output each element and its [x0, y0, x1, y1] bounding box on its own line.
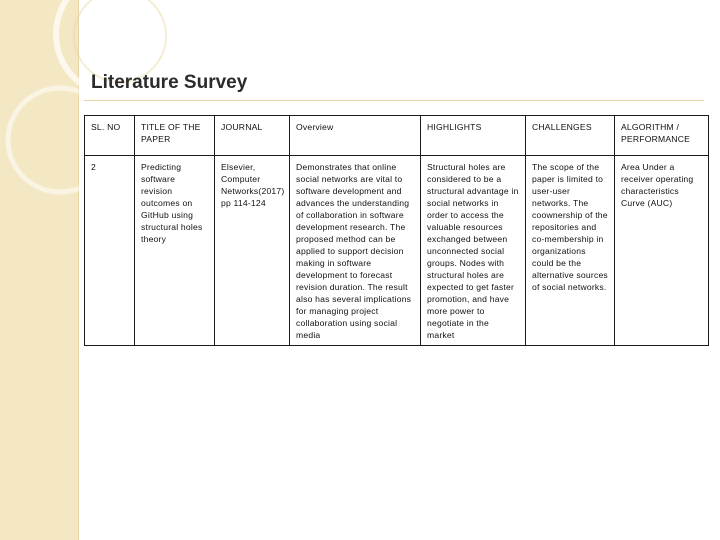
- header-title: TITLE OF THE PAPER: [135, 116, 215, 156]
- cell-sl-no: 2: [85, 156, 135, 346]
- cell-title: Predicting software revision outcomes on GitHub using structural holes theory: [135, 156, 215, 346]
- table-row: [85, 156, 709, 346]
- literature-survey-table: [84, 115, 709, 346]
- header-overview: Overview: [290, 116, 421, 156]
- title-divider: [84, 100, 704, 101]
- cell-journal: Elsevier, Computer Networks(2017) pp 114-124: [215, 156, 290, 346]
- header-sl-no: SL. NO: [85, 116, 135, 156]
- cell-challenges: The scope of the paper is limited to user-user networks. The coownership of the repositories and co-membership in organizations could be the alternative sources of social networks.: [526, 156, 615, 346]
- left-decorative-band: [0, 0, 79, 540]
- header-algorithm: ALGORITHM / PERFORMANCE: [615, 116, 709, 156]
- header-challenges: CHALLENGES: [526, 116, 615, 156]
- deco-ring-small: [74, 0, 166, 82]
- header-journal: JOURNAL: [215, 116, 290, 156]
- page-title: Literature Survey: [91, 72, 248, 93]
- cell-algorithm: Area Under a receiver operating characteristics Curve (AUC): [615, 156, 709, 346]
- cell-overview: Demonstrates that online social networks are vital to software development and advances the understanding of collaboration in software development research. The proposed method can be applied to support decision making in software development to forecast revision duration. The result also has several implications for managing project collaboration using social media: [290, 156, 421, 346]
- table-header-row: [85, 116, 709, 156]
- cell-highlights: Structural holes are considered to be a structural advantage in social networks in order to access the valuable resources exchanged between unconnected social groups. Nodes with structural holes are expected to get faster promotion, and have more power to negotiate in the market: [421, 156, 526, 346]
- header-highlights: HIGHLIGHTS: [421, 116, 526, 156]
